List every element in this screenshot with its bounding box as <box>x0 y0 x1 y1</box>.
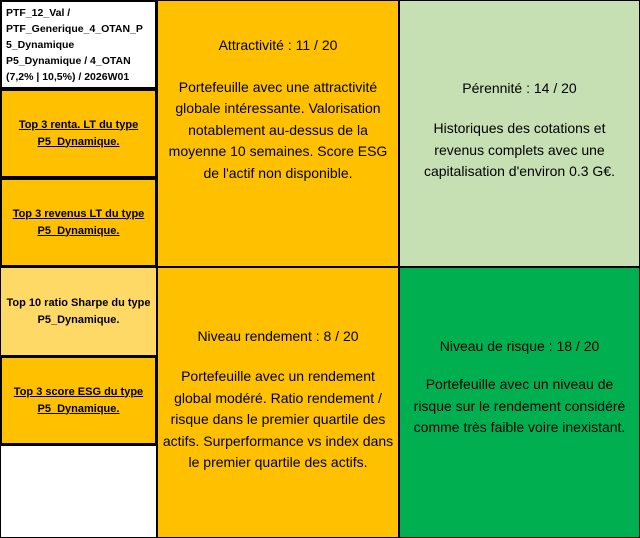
attractivite-title: Attractivité : 11 / 20 <box>218 36 338 53</box>
top3-esg-link[interactable]: Top 3 score ESG du type P5_Dynamique. <box>13 385 144 415</box>
risque-body: Portefeuille avec un niveau de risque sur le rendement considéré comme très faible voire inexistant. <box>413 376 626 436</box>
portfolio-title-cell <box>0 0 157 89</box>
top3-renta-link[interactable]: Top 3 renta. LT du type P5_Dynamique. <box>18 118 139 148</box>
perennite-panel <box>399 0 640 267</box>
empty-cell <box>0 445 157 538</box>
top3-revenus-link[interactable]: Top 3 revenus LT du type P5_Dynamique. <box>12 207 145 237</box>
top10-sharpe-cell <box>0 267 157 356</box>
perennite-title: Pérennité : 14 / 20 <box>462 80 577 97</box>
rendement-title: Niveau rendement : 8 / 20 <box>197 328 359 345</box>
top3-esg-cell[interactable] <box>0 356 157 445</box>
perennite-body: Historiques des cotations et revenus complets avec une capitalisation d'environ 0.3 G€. <box>423 120 615 180</box>
top3-renta-cell[interactable] <box>0 89 157 178</box>
attractivite-panel <box>157 0 399 267</box>
rendement-panel <box>157 267 399 538</box>
rendement-body: Portefeuille avec un rendement global modéré. Ratio rendement / risque dans le premier quartile des actifs. Surperformance vs index dans le premier quartile des actifs. <box>162 368 394 471</box>
top3-revenus-cell[interactable] <box>0 178 157 267</box>
attractivite-body: Portefeuille avec une attractivité globale intéressante. Valorisation notablement au-dessus de la moyenne 10 semaines. Score ESG de l'actif non disponible. <box>168 78 388 181</box>
risque-title: Niveau de risque : 18 / 20 <box>439 338 600 355</box>
risque-panel <box>399 267 640 538</box>
portfolio-title: PTF_12_Val / PTF_Generique_4_OTAN_P 5_Dynamique P5_Dynamique / 4_OTAN (7,2% | 10,5%) / 2026W01 <box>6 7 143 83</box>
top10-sharpe-label: Top 10 ratio Sharpe du type P5_Dynamique. <box>6 296 151 326</box>
